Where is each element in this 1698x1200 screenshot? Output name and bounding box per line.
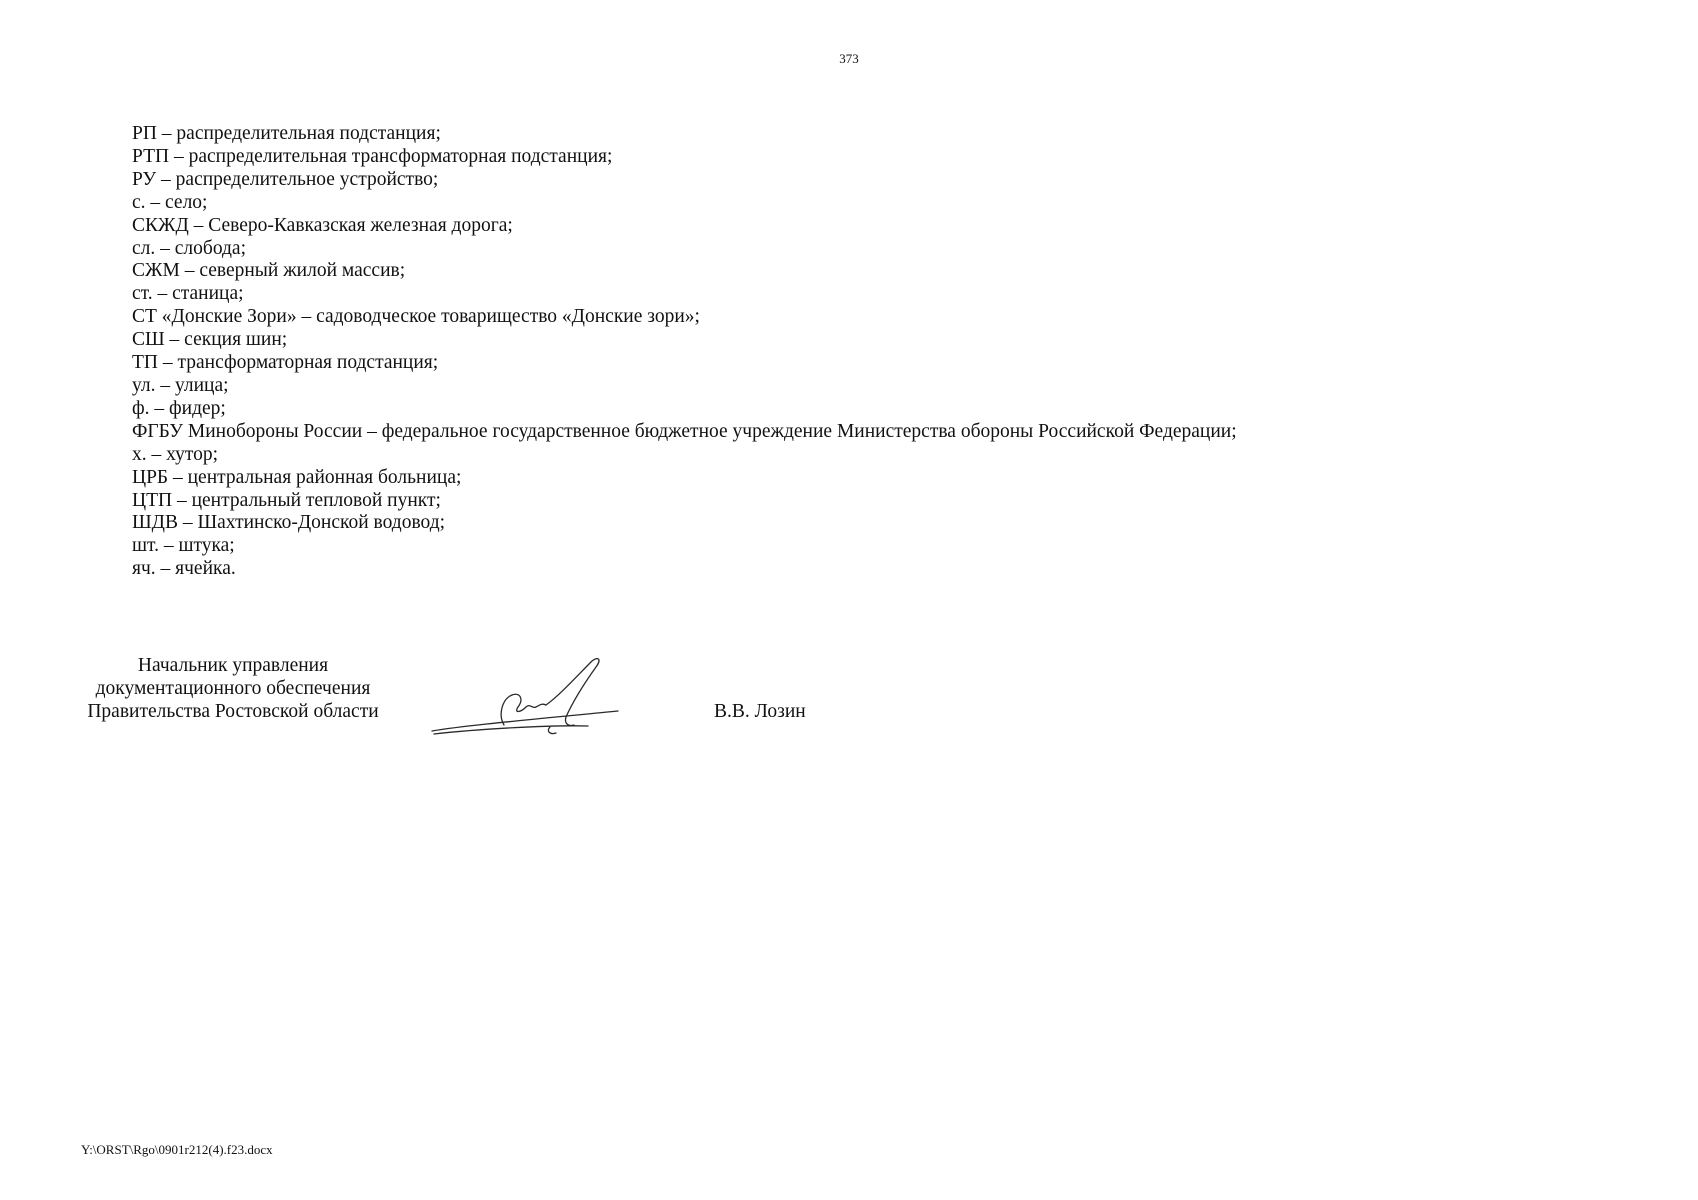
signatory-title [68,654,398,723]
signatory-title-line: документационного обеспечения [95,678,371,699]
abbreviation-item: СШ – секция шин; [132,329,288,351]
abbreviation-item: х. – хутор; [132,443,219,465]
signatory-name: В.В. Лозин [714,701,806,722]
abbreviation-item: ЦТП – центральный тепловой пункт; [132,489,441,511]
abbreviation-item: СЖМ – северный жилой массив; [132,260,406,282]
abbreviation-item: шт. – штука; [132,535,235,557]
abbreviation-item: ЦРБ – центральная районная больница; [132,466,462,488]
abbreviation-item: ТП – трансформаторная подстанция; [132,352,439,374]
abbreviation-item: сл. – слобода; [132,237,247,259]
abbreviation-item: СКЖД – Северо-Кавказская железная дорога; [132,214,513,236]
abbreviation-item: РП – распределительная подстанция; [132,123,441,144]
abbreviation-item: ст. – станица; [132,283,244,305]
handwritten-signature [428,655,628,737]
abbreviation-item: с. – село; [132,191,208,213]
document-file-path: Y:\ORST\Rgo\0901r212(4).f23.docx [81,1142,273,1157]
abbreviation-item: СТ «Донские Зори» – садоводческое товарищество «Донские зори»; [132,306,700,328]
abbreviation-item: ШДВ – Шахтинско-Донской водовод; [132,512,446,534]
abbreviation-list [132,123,1237,581]
abbreviation-item: РУ – распределительное устройство; [132,168,439,190]
page-number: 373 [839,51,859,66]
abbreviation-item: яч. – ячейка. [132,558,236,580]
abbreviation-item: ф. – фидер; [132,397,226,419]
abbreviation-item: ул. – улица; [132,374,229,396]
signatory-title-line: Начальник управления [137,655,329,676]
signatory-title-line: Правительства Ростовской области [87,701,379,722]
abbreviation-item: ФГБУ Минобороны России – федеральное государственное бюджетное учреждение Министерства обороны Российской Федерации; [132,420,1237,442]
abbreviation-item: РТП – распределительная трансформаторная подстанция; [132,145,613,167]
